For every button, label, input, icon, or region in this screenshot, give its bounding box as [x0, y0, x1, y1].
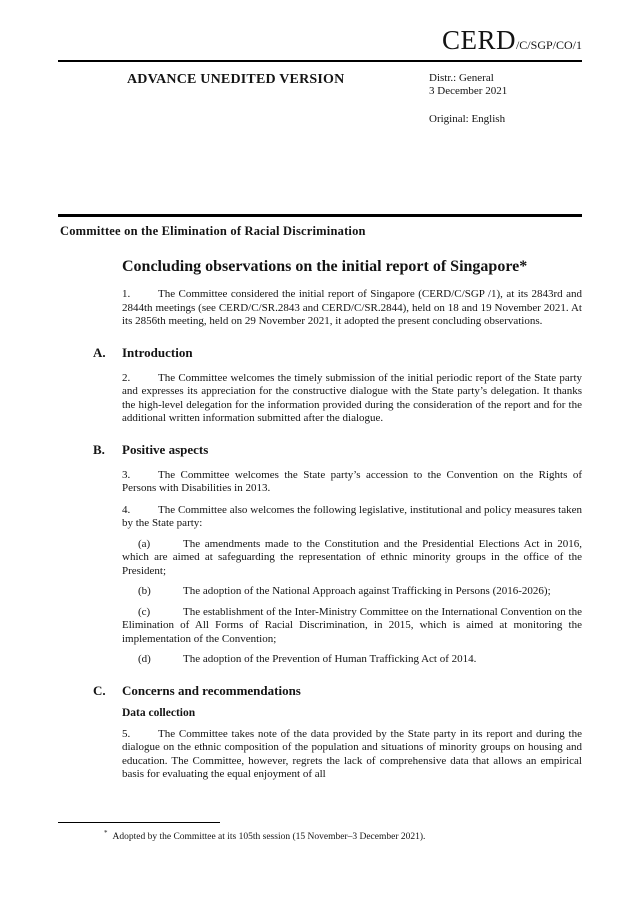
distribution-block	[429, 72, 582, 126]
document-title: Concluding observations on the initial report of Singapore*	[122, 258, 528, 275]
footnote	[58, 828, 582, 843]
section-letter: B.	[93, 441, 105, 457]
paragraph-number: (a)	[138, 537, 151, 550]
sub-paragraph: (c) The establishment of the Inter-Ministry Committee on the International Convention on the Elimination of All Forms of Racial Discrimination, in 2015, which is aimed at monitoring the implementation of the Convention;	[122, 605, 582, 645]
section-heading	[93, 682, 582, 698]
distr-line: Distr.: General	[429, 72, 494, 84]
subsection-heading: Data collection	[122, 706, 196, 719]
paragraph: 2. The Committee welcomes the timely submission of the initial periodic report of the State party and expresses its appreciation for the constructive dialogue with the State party’s delegation. It thanks the high-level delegation for the information provided during the consideration of the report and for the additional written information submitted after the dialogue.	[122, 371, 582, 424]
footnote-text: Adopted by the Committee at its 105th session (15 November–3 December 2021).	[112, 832, 426, 843]
paragraph-number: (d)	[138, 653, 151, 665]
symbol-prefix: CERD	[441, 25, 516, 55]
paragraph-number: (c)	[138, 605, 151, 618]
section-label: Concerns and recommendations	[122, 682, 301, 698]
paragraph: 3. The Committee welcomes the State party’s accession to the Convention on the Rights of Persons with Disabilities in 2013.	[122, 468, 582, 494]
section-letter: C.	[93, 682, 106, 698]
document-symbol	[58, 0, 582, 59]
paragraph-number: (b)	[138, 585, 151, 597]
footnote-marker: *	[104, 829, 108, 837]
date-line: 3 December 2021	[429, 85, 508, 97]
masthead-top-rule	[58, 60, 582, 62]
sub-paragraph: (d) The adoption of the Prevention of Human Trafficking Act of 2014.	[122, 653, 582, 667]
masthead-bottom-rule	[58, 214, 582, 217]
section-heading	[93, 344, 582, 360]
section-label: Introduction	[122, 344, 193, 360]
section-label: Positive aspects	[122, 441, 209, 457]
paragraph-number: 3.	[122, 468, 131, 481]
section-letter: A.	[93, 344, 106, 360]
symbol-suffix: /C/SGP/CO/1	[515, 38, 582, 52]
paragraph: 1. The Committee considered the initial report of Singapore (CERD/C/SGP /1), at its 2843rd and 2844th meetings (see CERD/C/SR.2843 and CERD/C/SR.2844), held on 18 and 19 November 2021. At its 2856th meeting, held on 29 November 2021, it adopted the present concluding observations.	[122, 288, 582, 327]
paragraph-number: 5.	[122, 727, 131, 740]
section-heading	[93, 441, 582, 457]
paragraph: 4. The Committee also welcomes the following legislative, institutional and policy measures taken by the State party:	[122, 503, 582, 529]
masthead-row	[58, 72, 582, 126]
paragraph: 5. The Committee takes note of the data provided by the State party in its report and during the dialogue on the ethnic composition of the population and situations of minority groups on housing and education. The Committee, however, regrets the lack of comprehensive data that allows an empirical basis for evaluating the equal enjoyment of all	[122, 727, 582, 780]
paragraph-number: 1.	[122, 288, 131, 300]
committee-heading: Committee on the Elimination of Racial Discrimination	[60, 224, 366, 238]
document-content	[93, 257, 582, 782]
advance-version-label: ADVANCE UNEDITED VERSION	[127, 72, 345, 87]
footnote-rule	[58, 822, 220, 823]
footnote-area	[58, 822, 582, 843]
paragraph-number: 2.	[122, 371, 131, 384]
paragraph-number: 4.	[122, 503, 131, 516]
sub-paragraph: (a) The amendments made to the Constitution and the Presidential Elections Act in 2016, which are aimed at safeguarding the representation of ethnic minority groups in the office of the President;	[122, 537, 582, 577]
language-line: Original: English	[429, 113, 506, 125]
sub-paragraph: (b) The adoption of the National Approach against Trafficking in Persons (2016-2026);	[122, 585, 582, 599]
